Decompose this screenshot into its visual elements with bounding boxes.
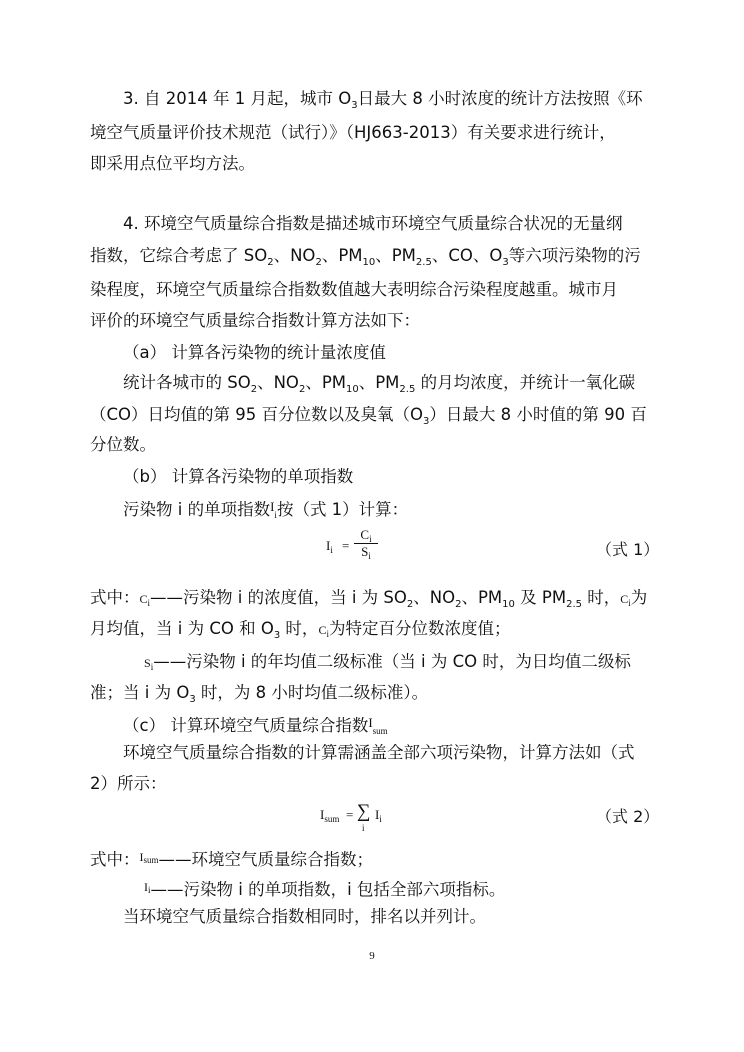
eq2-rhs (375, 807, 382, 823)
eq2-sum-index: i (362, 823, 365, 833)
subscript: 3 (189, 694, 196, 705)
text: 统计各城市的 SO (123, 373, 251, 392)
symbol-i: I (270, 499, 275, 514)
text: 月均值，当 i 为 CO 和 O (90, 619, 274, 638)
page-number: 9 (369, 950, 375, 962)
symbol: I (320, 807, 325, 822)
subscript: 2 (298, 384, 306, 395)
eq2-lhs (320, 807, 339, 823)
eq1-equals: = (342, 538, 350, 553)
text: 时， (280, 619, 319, 638)
section-b-def2 (90, 618, 510, 641)
subscript: i (379, 814, 382, 824)
subscript: 2 (267, 257, 274, 268)
symbol: C (318, 623, 327, 637)
text: 日最大 8 小时浓度的统计方法按照《环 (357, 89, 643, 108)
section-b-def3 (144, 651, 631, 674)
subscript: 2.5 (566, 599, 582, 610)
subscript: i (330, 545, 333, 555)
text: 的月均浓度，并统计一氧化碳 (415, 373, 636, 392)
text: 、NO (273, 246, 316, 265)
section-a-heading: （a） 计算各污染物的统计量浓度值 (123, 343, 386, 362)
section-b-heading: （b） 计算各污染物的单项指数 (123, 467, 354, 486)
symbol: I (368, 715, 373, 730)
text: 时， (582, 588, 621, 607)
section-b-def4 (90, 682, 428, 704)
subscript: i (150, 662, 154, 672)
section-c-heading (123, 712, 388, 737)
symbol: S (361, 544, 369, 559)
subscript: i (326, 629, 329, 639)
text: 式中： (90, 850, 140, 869)
text: 时，为 8 小时均值二级标准）。 (195, 683, 429, 702)
text: 为特定百分位数浓度值； (328, 619, 511, 638)
text: 、CO、O (431, 246, 503, 265)
section-a-p1 (123, 372, 635, 394)
text: 指数，它综合考虑了 SO (90, 246, 268, 265)
subscript: 3 (273, 630, 281, 641)
subscript: sum (372, 726, 388, 736)
text: 、PM (321, 246, 363, 265)
subscript: 2 (250, 384, 258, 395)
denominator (354, 544, 378, 560)
text: 、PM (375, 246, 416, 265)
subscript: 2.5 (415, 257, 432, 268)
subscript: 10 (362, 257, 376, 268)
text: ——污染物 i 的年均值二级标准（当 i 为 CO 时，为日均值二级标 (153, 652, 631, 671)
subscript: i (148, 885, 151, 895)
subscript: 10 (502, 599, 515, 610)
subscript: i (369, 534, 372, 544)
subscript: 2.5 (399, 384, 416, 395)
text: 、NO (413, 588, 456, 607)
item4-line3: 染程度，环境空气质量综合指数数值越大表明综合污染程度越重。城市月 (90, 280, 618, 299)
text: 3. 自 2014 年 1 月起，城市 O (123, 89, 352, 108)
subscript: 3 (502, 257, 509, 268)
text: ——污染物 i 的浓度值，当 i 为 SO (150, 588, 407, 607)
symbol: I (326, 538, 331, 553)
text: 为 (630, 588, 648, 607)
symbol: I (144, 880, 148, 894)
eq1-number: （式 1） (596, 540, 660, 559)
text: 准；当 i 为 O (90, 683, 190, 702)
symbol: I (139, 850, 144, 864)
section-b-def1 (90, 587, 647, 610)
subscript: 2 (455, 599, 462, 610)
symbol: I (375, 807, 380, 822)
section-b-intro (123, 496, 408, 521)
symbol: C (360, 527, 370, 542)
text: 等六项污染物的污 (508, 246, 641, 265)
text: 式中： (90, 588, 140, 607)
item4-line1: 4. 环境空气质量综合指数是描述城市环境空气质量综合状况的无量纲 (123, 214, 623, 233)
text: （CO）日均值的第 95 百分位数以及臭氧（O (90, 405, 423, 424)
subscript: 2 (315, 257, 322, 268)
subscript: 2 (406, 599, 414, 610)
numerator (354, 527, 378, 543)
item4-line2 (90, 245, 641, 267)
subscript: i (147, 598, 151, 608)
text: 按（式 1）计算： (276, 500, 409, 519)
item3-line1 (123, 88, 643, 110)
section-a-p2 (90, 404, 647, 426)
eq2-sum-sign: ∑ (357, 801, 371, 822)
subscript: i (368, 551, 371, 561)
eq1-fraction (354, 527, 378, 560)
text: ——污染物 i 的单项指数，i 包括全部六项指标。 (150, 880, 506, 899)
section-c-p1: 环境空气质量综合指数的计算需涵盖全部六项污染物，计算方法如（式 (123, 743, 635, 762)
subscript: sum (143, 855, 159, 865)
text: 及 PM (514, 588, 567, 607)
symbol: C (139, 592, 148, 606)
section-c-def2 (144, 876, 505, 901)
subscript: sum (324, 814, 340, 824)
text: ——环境空气质量综合指数； (158, 850, 374, 869)
text: 、PM (305, 373, 346, 392)
eq1-lhs (326, 538, 333, 554)
subscript: i (628, 598, 631, 608)
eq2-equals: = (346, 807, 354, 822)
section-c-def1 (90, 846, 373, 871)
item3-line2: 境空气质量评价技术规范（试行）》（HJ663-2013）有关要求进行统计， (90, 123, 616, 142)
subscript: i (274, 510, 277, 520)
eq2-number: （式 2） (596, 807, 660, 826)
text: 污染物 i 的单项指数 (123, 500, 271, 519)
text: （c） 计算环境空气质量综合指数 (123, 716, 369, 735)
text: 、NO (257, 373, 299, 392)
item3-line3: 即采用点位平均方法。 (90, 154, 255, 173)
subscript: 3 (422, 416, 430, 427)
section-c-final: 当环境空气质量综合指数相同时，排名以并列计。 (123, 907, 486, 926)
section-c-p2: 2）所示： (90, 774, 167, 793)
text: 、PM (358, 373, 400, 392)
section-a-p3: 分位数。 (90, 435, 156, 454)
subscript: 10 (346, 384, 359, 395)
text: 、PM (461, 588, 503, 607)
symbol: C (620, 592, 629, 606)
item4-line4: 评价的环境空气质量综合指数计算方法如下： (90, 311, 420, 330)
subscript: 3 (351, 100, 358, 111)
symbol: S (144, 656, 151, 670)
text: ）日最大 8 小时值的第 90 百 (429, 405, 647, 424)
